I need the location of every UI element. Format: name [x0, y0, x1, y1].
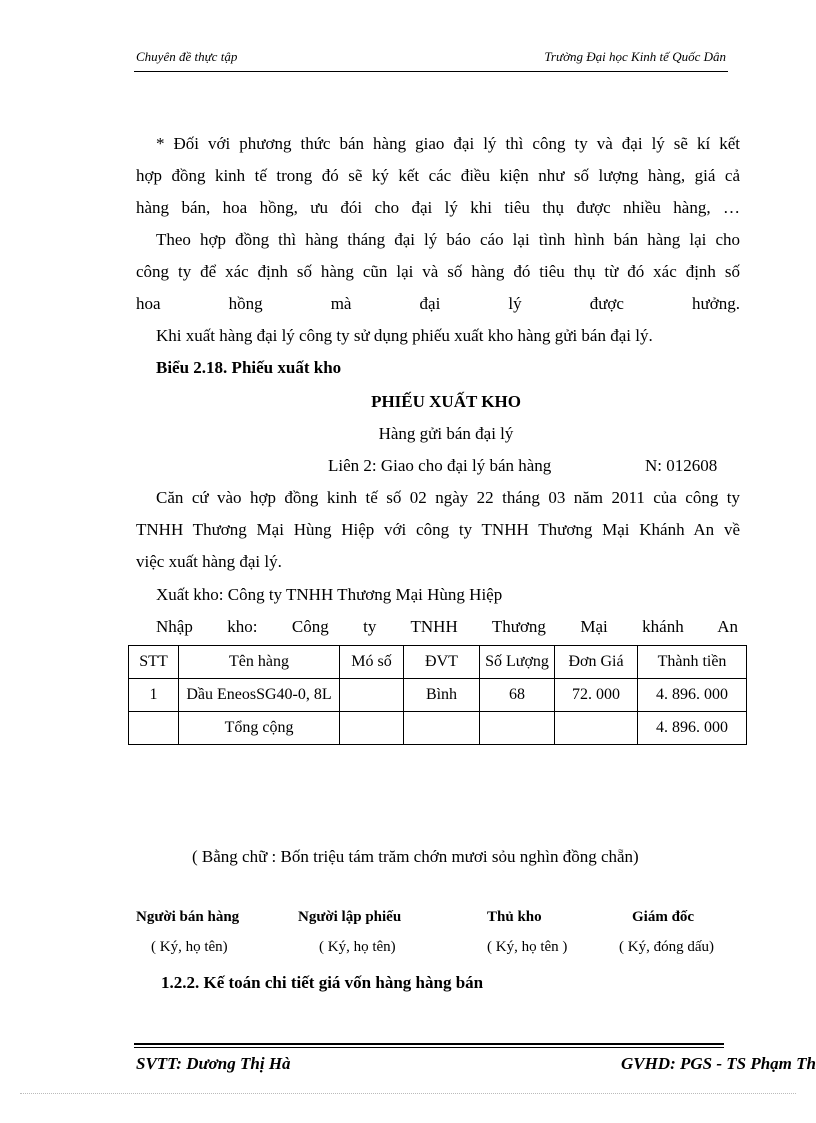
footer-rule-thick — [134, 1043, 724, 1045]
slip-subtitle: Hàng gửi bán đại lý — [378, 424, 514, 443]
signature-note-storekeeper: ( Ký, họ tên ) — [487, 939, 568, 955]
to-store: Nhập kho: Công ty TNHH Thương Mại khánh An — [156, 617, 738, 636]
signature-note-preparer: ( Ký, họ tên) — [319, 939, 396, 955]
cell-code — [340, 679, 404, 712]
cell-unit-price: 72. 000 — [555, 679, 638, 712]
header-right: Trường Đại học Kinh tế Quốc Dân — [544, 49, 726, 64]
issue-table — [128, 645, 747, 745]
para1-line2: hợp đồng kinh tế trong đó sẽ ký kết các điều kiện như số lượng hàng, giá cả — [136, 166, 740, 185]
slip-copy-line: Liên 2: Giao cho đại lý bán hàng — [328, 456, 552, 475]
table-total-row — [129, 712, 747, 745]
col-item-name: Tên hàng — [179, 646, 340, 679]
basis-line1: Căn cứ vào hợp đồng kinh tế số 02 ngày 22 tháng 03 năm 2011 của công ty — [156, 488, 740, 507]
basis-line3: việc xuất hàng đại lý. — [136, 552, 282, 571]
slip-title: PHIẾU XUẤT KHO — [371, 392, 521, 411]
footer-student: SVTT: Dương Thị Hà — [136, 1054, 291, 1073]
para2-line2: công ty để xác định số hàng cũn lại và số hàng đó tiêu thụ từ đó xác định số — [136, 262, 740, 281]
slip-number: N: 012608 — [645, 456, 718, 475]
para2-line3: hoa hồng mà đại lý được hưởng. — [136, 294, 740, 313]
signature-note-seller: ( Ký, họ tên) — [151, 939, 228, 955]
para1-line3: hàng bán, hoa hồng, ưu đói cho đại lý khi tiêu thụ được nhiều hàng, … — [136, 198, 740, 217]
cell-amount: 4. 896. 000 — [638, 679, 747, 712]
signature-note-director: ( Ký, đóng dấu) — [619, 939, 714, 955]
from-store: Xuất kho: Công ty TNHH Thương Mại Hùng Hiệp — [156, 585, 503, 604]
col-code: Mó số — [340, 646, 404, 679]
amount-in-words: ( Bằng chữ : Bốn triệu tám trăm chớn mươi sỏu nghìn đồng chẵn) — [192, 847, 639, 866]
cell-unit: Bình — [404, 679, 480, 712]
signature-role-director: Giám đốc — [632, 909, 695, 925]
col-stt: STT — [129, 646, 179, 679]
cell-stt: 1 — [129, 679, 179, 712]
signature-role-storekeeper: Thủ kho — [487, 909, 542, 925]
total-value: 4. 896. 000 — [638, 712, 747, 745]
figure-caption: Biểu 2.18. Phiếu xuất kho — [156, 358, 342, 377]
basis-line2: TNHH Thương Mại Hùng Hiệp với công ty TNHH Thương Mại Khánh An về — [136, 520, 740, 539]
table-header-row — [129, 646, 747, 679]
footer-rule-thin — [134, 1047, 724, 1048]
col-amount: Thành tiền — [638, 646, 747, 679]
page-edge-dots — [20, 1093, 796, 1094]
para3: Khi xuất hàng đại lý công ty sử dụng phiếu xuất kho hàng gửi bán đại lý. — [156, 326, 653, 345]
col-unit: ĐVT — [404, 646, 480, 679]
table-row — [129, 679, 747, 712]
para1-line1: * Đối với phương thức bán hàng giao đại lý thì công ty và đại lý sẽ kí kết — [156, 134, 740, 153]
total-label: Tổng cộng — [179, 712, 340, 745]
signature-role-preparer: Người lập phiếu — [298, 909, 402, 925]
col-quantity: Số Lượng — [480, 646, 555, 679]
header-left: Chuyên đề thực tập — [136, 49, 238, 64]
section-heading: 1.2.2. Kế toán chi tiết giá vốn hàng hàng bán — [161, 973, 484, 992]
cell-item-name: Dầu EneosSG40-0, 8L — [179, 679, 340, 712]
signature-role-seller: Người bán hàng — [136, 909, 240, 925]
cell-quantity: 68 — [480, 679, 555, 712]
col-unit-price: Đơn Giá — [555, 646, 638, 679]
para2-line1: Theo hợp đồng thì hàng tháng đại lý báo cáo lại tình hình bán hàng lại cho — [156, 230, 740, 249]
header-rule — [134, 71, 728, 72]
footer-supervisor: GVHD: PGS - TS Phạm Th — [620, 1054, 816, 1073]
